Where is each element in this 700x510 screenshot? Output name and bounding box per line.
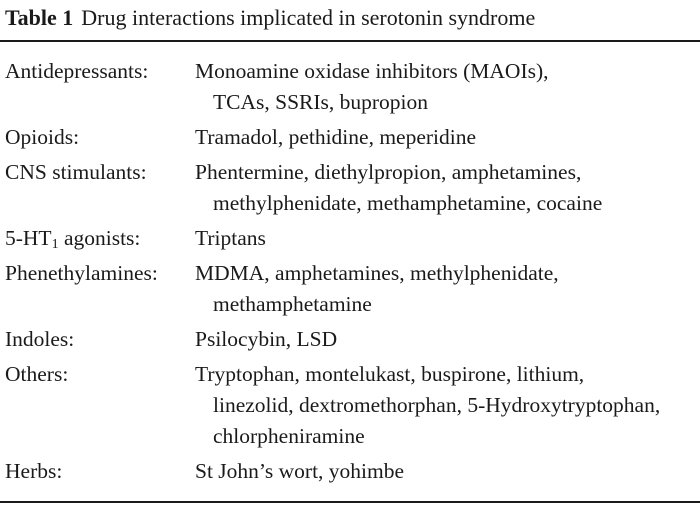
row-category-prefix: 5-HT (5, 226, 52, 250)
row-item-line: Tramadol, pethidine, meperidine (195, 125, 477, 149)
row-items (195, 122, 700, 153)
row-item-line: St John’s wort, yohimbe (195, 459, 405, 483)
row-item-line: methamphetamine (213, 292, 372, 316)
row-category-suffix: agonists: (58, 226, 141, 250)
row-items (195, 157, 700, 219)
row-item-line: Psilocybin, LSD (195, 327, 338, 351)
table-title: Drug interactions implicated in serotonin syndrome (81, 5, 536, 30)
row-items (195, 359, 700, 452)
row-category: Indoles: (5, 327, 75, 351)
table-row (0, 324, 700, 355)
table-row (0, 56, 700, 118)
row-item-line: methylphenidate, methamphetamine, cocaine (213, 191, 603, 215)
bottom-rule (0, 501, 700, 503)
row-item-line: Tryptophan, montelukast, buspirone, lithium, (195, 362, 585, 386)
row-category: Opioids: (5, 125, 80, 149)
row-item-line: linezolid, dextromethorphan, 5-Hydroxytryptophan, (213, 393, 661, 417)
row-category (5, 223, 140, 254)
row-item-line: MDMA, amphetamines, methylphenidate, (195, 261, 559, 285)
table-row (0, 122, 700, 153)
table-body (0, 56, 700, 487)
row-category: Herbs: (5, 459, 63, 483)
row-item-line: Triptans (195, 226, 266, 250)
row-category-subscript: 1 (51, 237, 59, 252)
table-row (0, 359, 700, 452)
row-items (195, 258, 700, 320)
row-category: Antidepressants: (5, 59, 149, 83)
table-label: Table 1 (5, 5, 74, 30)
table-row (0, 258, 700, 320)
row-items (195, 56, 700, 118)
row-item-line: Monoamine oxidase inhibitors (MAOIs), (195, 59, 549, 83)
row-category: CNS stimulants: (5, 160, 147, 184)
row-category: Phenethylamines: (5, 261, 158, 285)
table-caption (5, 4, 535, 32)
top-rule (0, 40, 700, 42)
row-item-line: TCAs, SSRIs, bupropion (213, 90, 429, 114)
table-row (0, 157, 700, 219)
row-items (195, 456, 700, 487)
table-row (0, 223, 700, 254)
row-item-line: Phentermine, diethylpropion, amphetamines, (195, 160, 582, 184)
row-category: Others: (5, 362, 69, 386)
row-items (195, 324, 700, 355)
table-row (0, 456, 700, 487)
row-items (195, 223, 700, 254)
row-item-line: chlorpheniramine (213, 424, 365, 448)
